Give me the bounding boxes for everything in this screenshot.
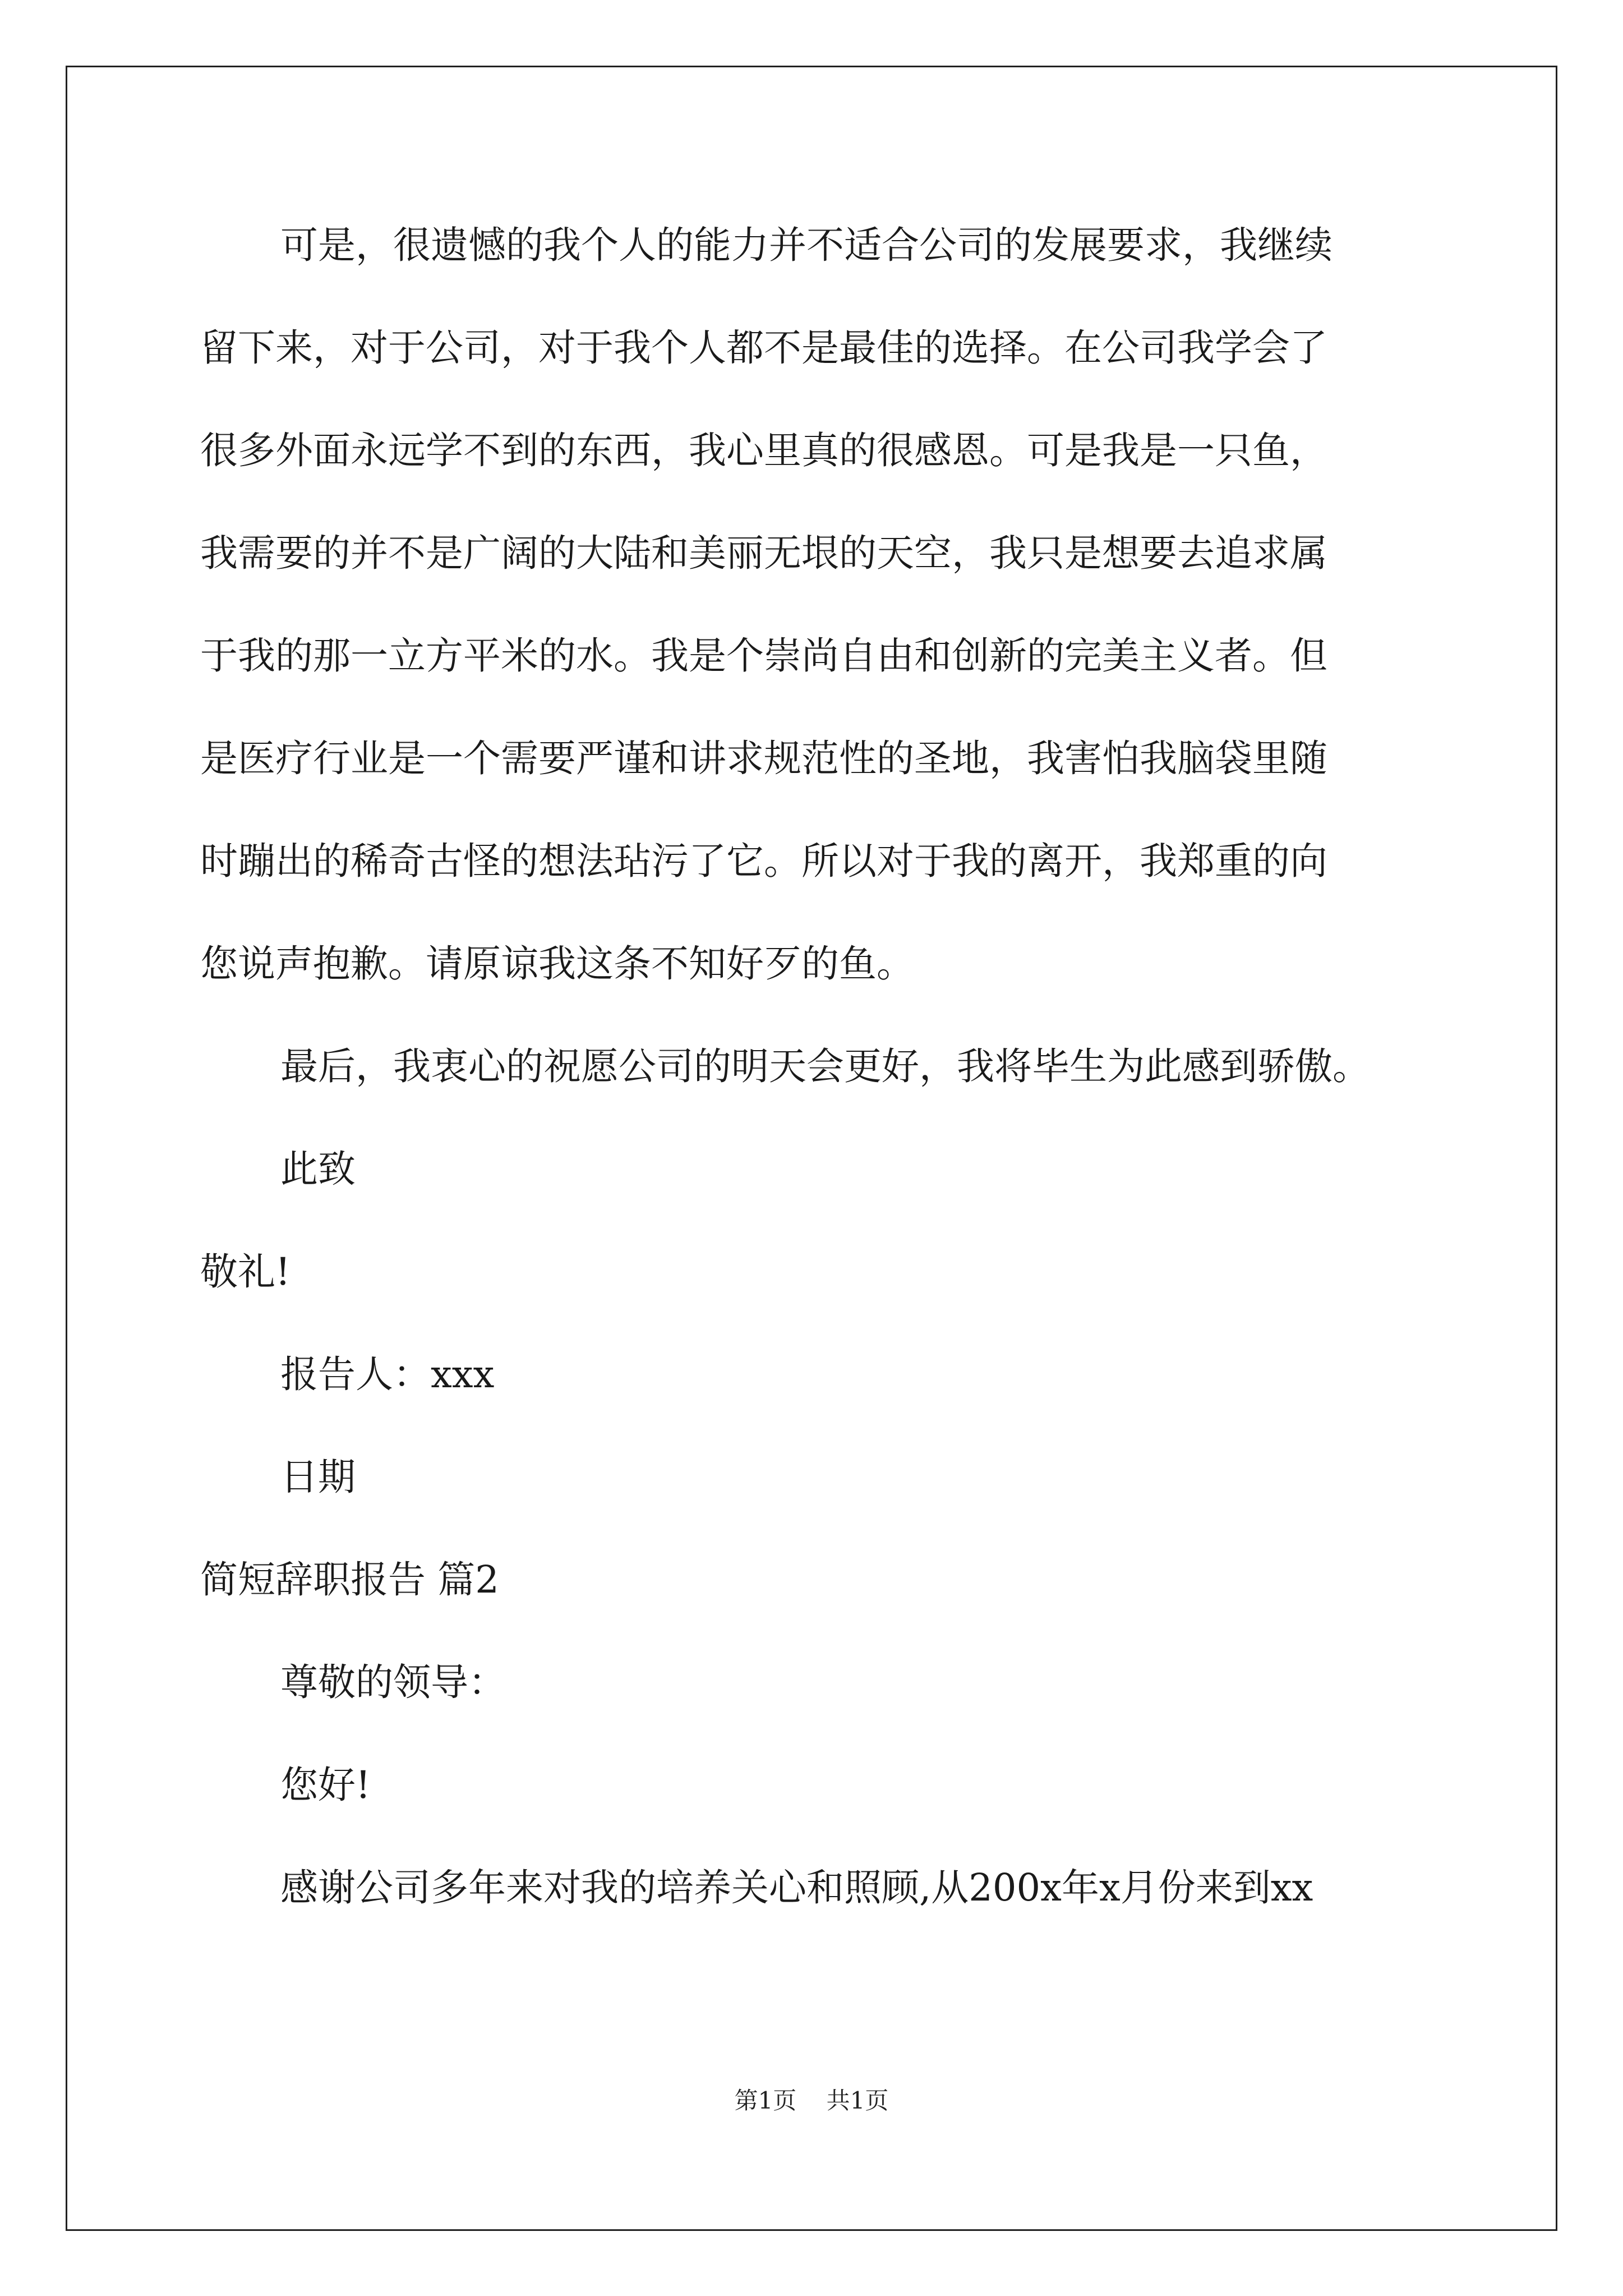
paragraph-line: 留下来，对于公司，对于我个人都不是最佳的选择。在公司我学会了 [200,326,1327,370]
paragraph-line: 感谢公司多年来对我的培养关心和照顾,从200x年x月份来到xx [280,1866,1313,1910]
paragraph-line: 我需要的并不是广阔的大陆和美丽无垠的天空，我只是想要去追求属 [200,531,1327,575]
document-body [200,220,1434,1965]
paragraph-line: 是医疗行业是一个需要严谨和讲求规范性的圣地，我害怕我脑袋里随 [200,737,1327,780]
page-number: 第1页 [734,2087,797,2114]
page-footer [0,2087,1623,2115]
paragraph-line: 可是，很遗憾的我个人的能力并不适合公司的发展要求，我继续 [280,223,1332,267]
greeting-recipient: 尊敬的领导： [280,1660,506,1704]
page-count: 共1页 [826,2087,889,2114]
section-heading: 简短辞职报告 篇2 [200,1558,499,1602]
date-label: 日期 [280,1455,356,1499]
paragraph-line: 很多外面永远学不到的东西，我心里真的很感恩。可是我是一只鱼， [200,429,1327,472]
closing-paragraph: 最后，我衷心的祝愿公司的明天会更好，我将毕生为此感到骄傲。 [280,1045,1370,1088]
paragraph-line: 于我的那一立方平米的水。我是个崇尚自由和创新的完美主义者。但 [200,634,1327,678]
paragraph-line: 您说声抱歉。请原谅我这条不知好歹的鱼。 [200,942,914,986]
greeting-hello: 您好! [280,1763,371,1807]
paragraph-line: 时蹦出的稀奇古怪的想法玷污了它。所以对于我的离开，我郑重的向 [200,839,1327,883]
salutation-regards: 敬礼! [200,1250,291,1294]
salutation-closing: 此致 [280,1147,356,1191]
reporter-name: 报告人：xxx [280,1352,495,1396]
